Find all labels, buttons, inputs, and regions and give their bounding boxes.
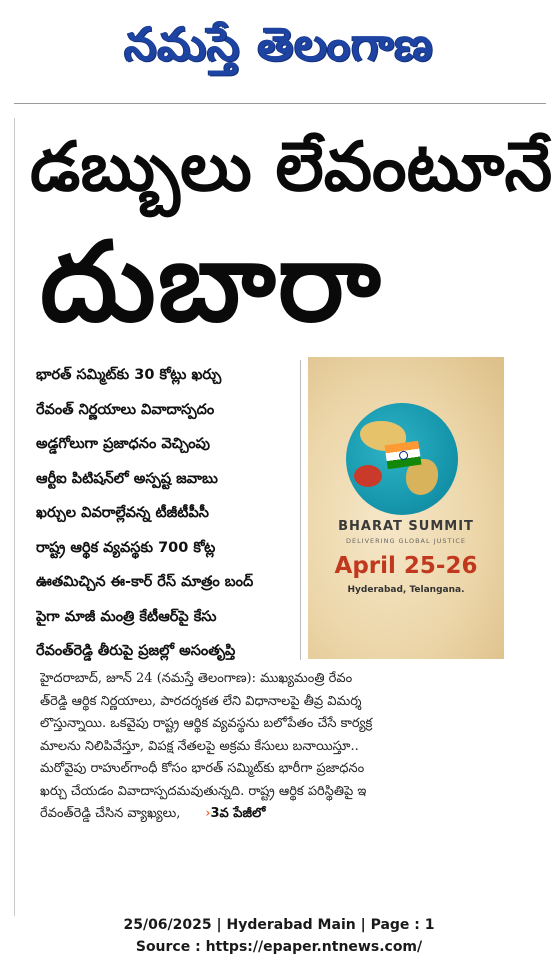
footer-source[interactable]: Source : https://epaper.ntnews.com/ [135, 939, 423, 955]
poster-title: BHARAT SUMMIT [338, 519, 474, 534]
bullet-item: రేవంత్ నిర్ణయాలు వివాదాస్పదం [36, 401, 215, 418]
poster-place: Hyderabad, Telangana. [347, 585, 465, 595]
globe-graphic [346, 403, 458, 515]
bullet-list [36, 358, 298, 669]
body-line: మాలను నిలిపివేస్తూ, విపక్ష నేతలపై అక్రమ కేసులు బనాయిస్తూ.. [40, 738, 359, 754]
body-line: మరోవైపు రాహుల్‌గాంధీ కోసం భారత్ సమ్మిట్‌కు భారీగా ప్రజాధనం [40, 761, 365, 776]
body-line: లొస్తున్నాయి. ఒకవైపు రాష్ట్ర ఆర్థిక వ్యవస్థను బలోపేతం చేసే కార్యక్ర [40, 716, 373, 731]
top-rule [14, 103, 546, 104]
bullet-item: ఊతమిచ్చిన ఈ-కార్ రేస్ మాత్రం బంద్ [36, 574, 254, 590]
headline-line-2: దుబారా [40, 218, 383, 346]
column-divider [300, 360, 301, 660]
bullet-item: భారత్ సమ్మిట్‌కు 30 కోట్లు ఖర్చు [36, 367, 222, 383]
bullet-item: పైగా మాజీ మంత్రి కేటీఆర్‌పై కేసు [36, 608, 217, 625]
footer-edition-info: 25/06/2025 | Hyderabad Main | Page : 1 [123, 917, 435, 933]
masthead-title: నమస్తే తెలంగాణ [124, 17, 434, 71]
bullet-item: ఖర్చుల వివరాల్లేవన్న టీజీటీపీసీ [36, 505, 209, 521]
bullet-item: ఆర్టీఐ పిటిషన్‌లో అస్పష్ట జవాబు [36, 470, 218, 487]
body-line: త్‌రెడ్డి ఆర్థిక నిర్ణయాలు, పారదర్శకత లేని విధానాలపై తీవ్ర విమర్శ [40, 693, 362, 709]
left-rule [14, 118, 15, 916]
headline-line-1: డబ్బులు లేవంటూనే [30, 128, 553, 207]
poster-date: April 25-26 [334, 553, 478, 579]
body-last-line [40, 803, 522, 826]
footer [0, 914, 558, 958]
bullet-item: అడ్డగోలుగా ప్రజాధనం వెచ్చింపు [36, 436, 211, 452]
body-line: ఖర్చు చేయడం వివాదాస్పదమవుతున్నది. రాష్ట్ర ఆర్థిక పరిస్థితిపై ఇ [40, 783, 367, 799]
continued-page-link[interactable]: 3వ పేజీలో [210, 806, 266, 821]
body-line: హైదరాబాద్, జూన్ 24 (నమస్తే తెలంగాణ): ముఖ్యమంత్రి రేవం [40, 671, 353, 686]
bullet-item: రాష్ట్ర ఆర్థిక వ్యవస్థకు 700 కోట్ల [36, 539, 216, 556]
bullet-item: రేవంత్‌రెడ్డి తీరుపై ప్రజల్లో అసంతృప్తి [36, 643, 236, 659]
poster-subtitle: DELIVERING GLOBAL JUSTICE [345, 537, 467, 545]
summit-poster [308, 357, 504, 659]
india-flag-icon [384, 441, 421, 469]
body-last-text: రేవంత్‌రెడ్డి చేసిన వ్యాఖ్యలు, [40, 806, 181, 821]
article-body [40, 668, 522, 826]
continued-arrow-icon: › [205, 806, 211, 821]
